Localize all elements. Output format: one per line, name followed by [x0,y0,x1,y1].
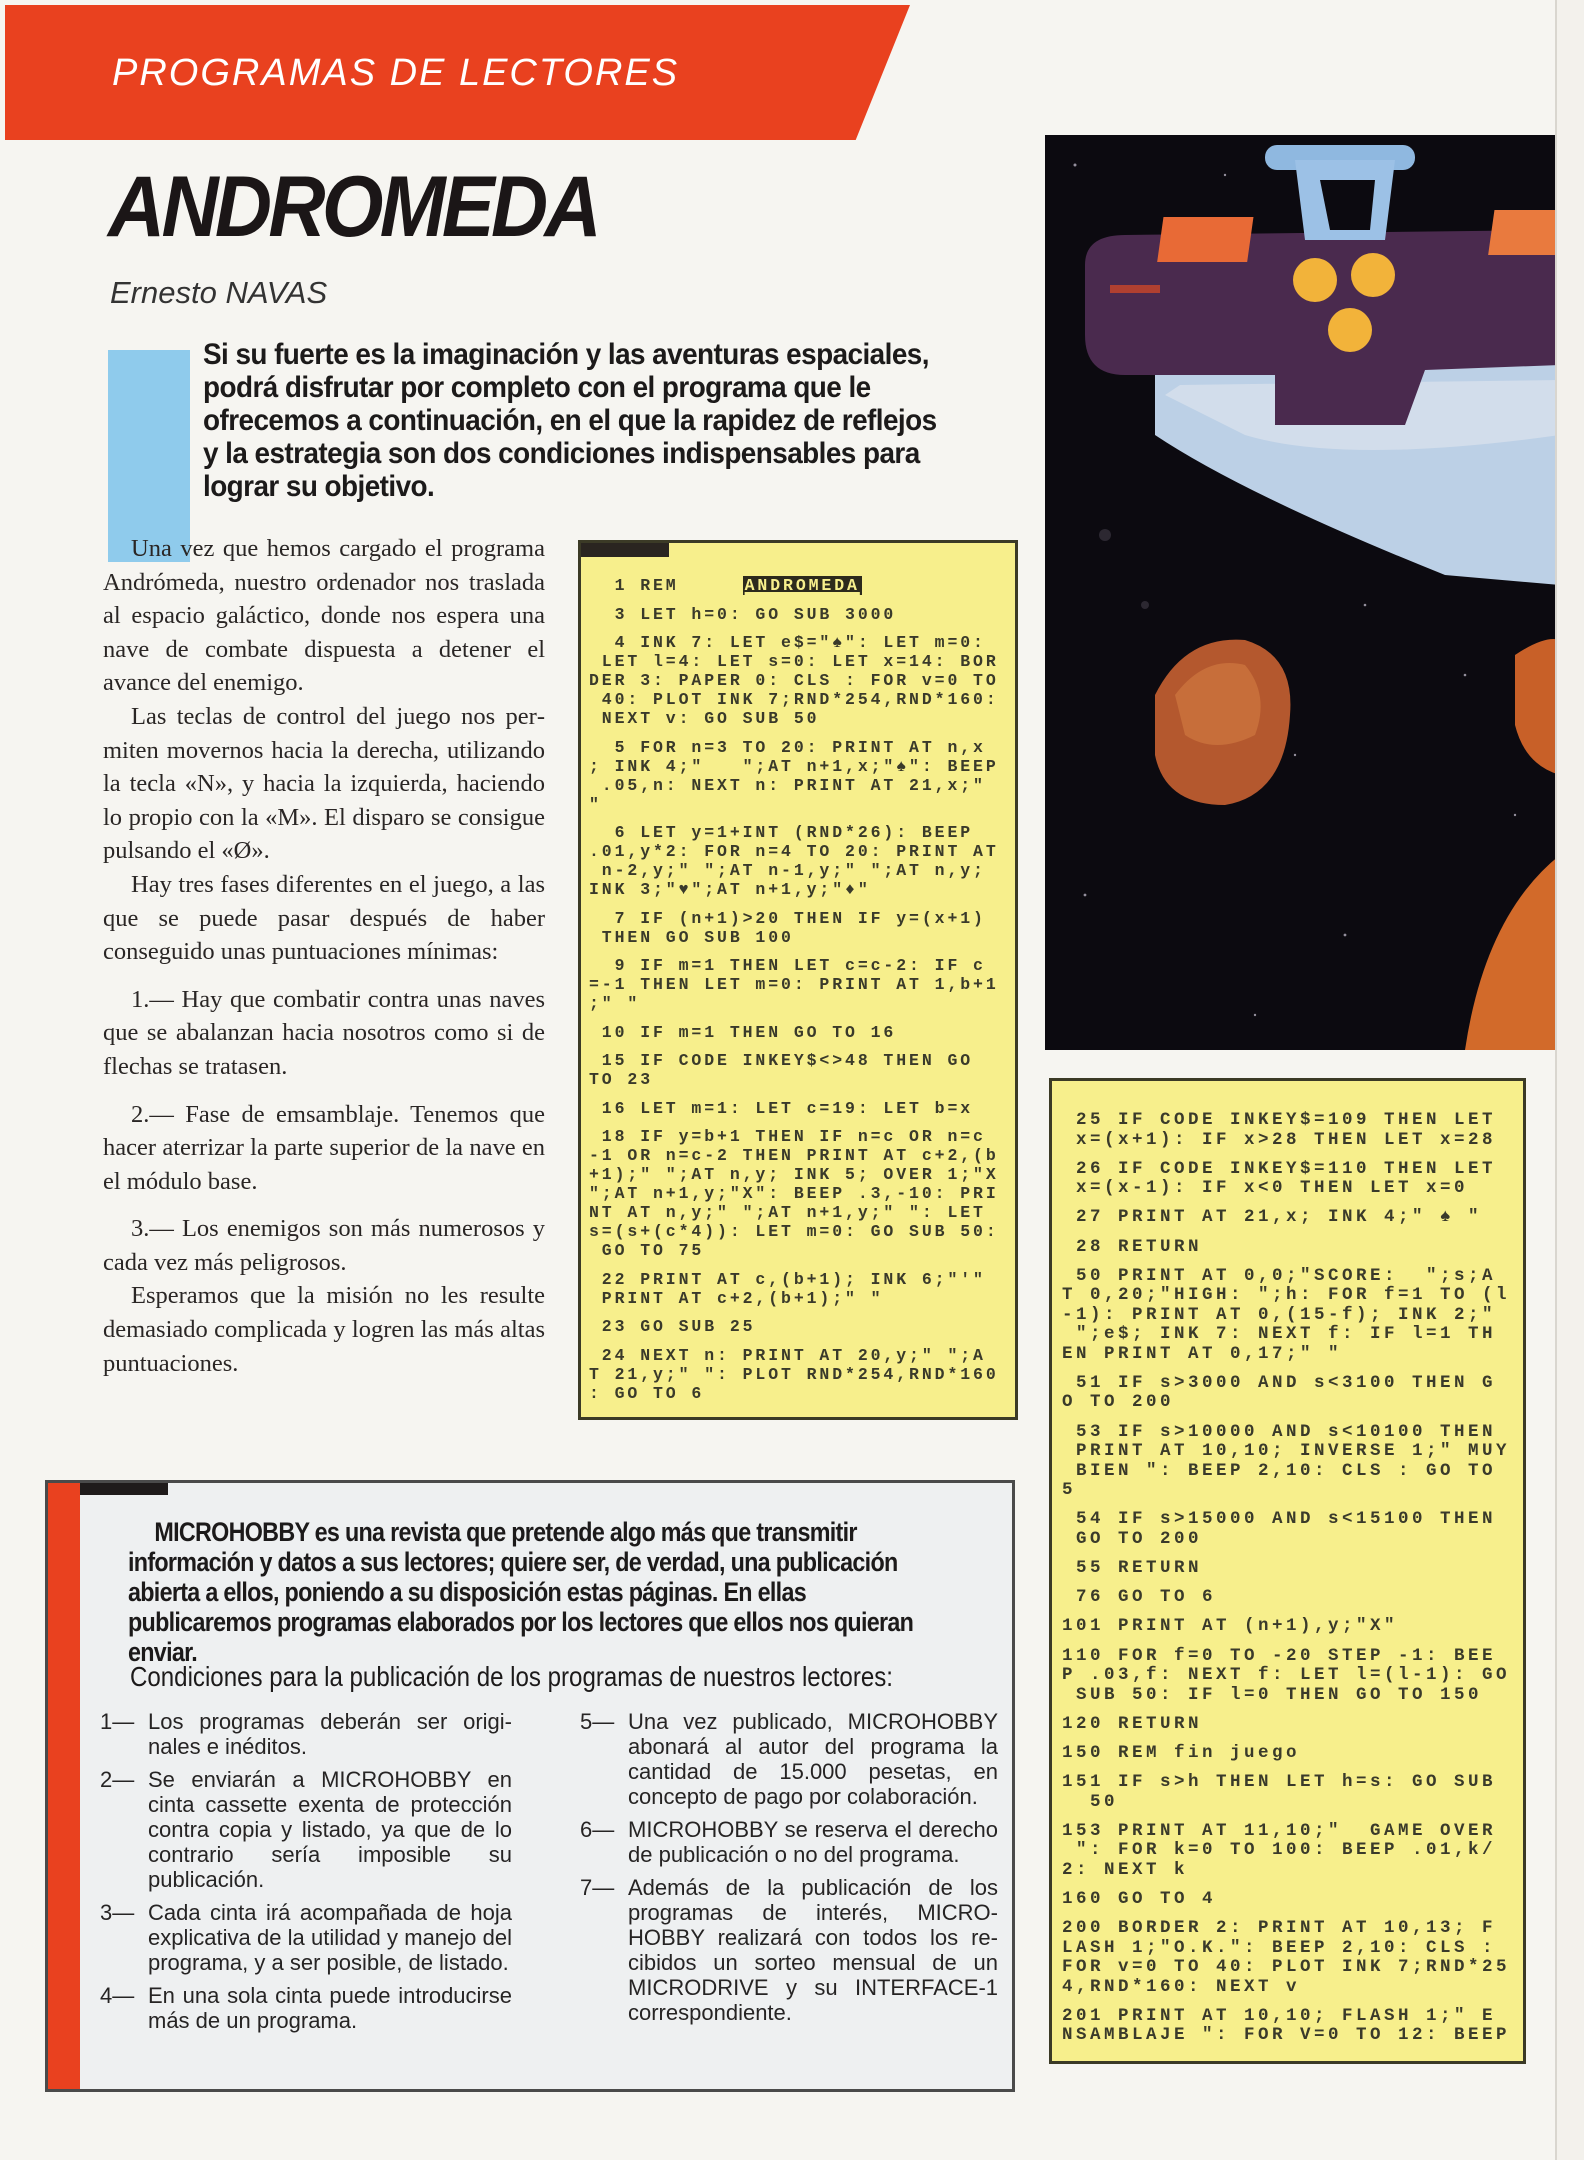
condition-number: 7— [580,1875,615,1900]
condition-text: Cada cinta irá acompañada de hoja explicativa de la utilidad y manejo del programa, y a ser posible, de listado. [148,1900,512,1975]
condition-text: Se enviarán a MICROHOBBY en cinta cassette exenta de protección contra copia y listado, ya que de lo contrario sería imposible su publicación. [148,1767,512,1892]
code-line: 25 IF CODE INKEY$=109 THEN LET x=(x+1): IF x>28 THEN LET x=28 [1076,1110,1497,1150]
condition-item [100,1900,512,1975]
page-edge [1555,0,1584,2160]
conditions-heading: Condiciones para la publicación de los programas de nuestros lectores: [130,1661,893,1692]
body-paragraph: Una vez que hemos cargado el programa Andrómeda, nuestro ordenador nos traslada al espacio galáctico, donde nos espera una nave de combate dispuesta a detener el avance del enemigo. [103,535,545,697]
condition-item [100,1709,512,1759]
space-scene-image [1045,135,1560,1050]
code-listing-2 [1049,1078,1526,2064]
code-line: 151 IF s>h THEN LET h=s: GO SUB 50 [1062,1772,1497,1812]
code-line: 28 RETURN [1062,1236,1203,1257]
code-line: 51 IF s>3000 AND s<3100 THEN G O TO 200 [1062,1372,1497,1413]
code-line: 7 IF (n+1)>20 THEN IF y=(x+1) THEN GO SUB 100 [601,908,986,947]
code-line: 16 LET m=1: LET c=19: LET b=x [589,1098,974,1118]
code-line [589,576,1015,595]
condition-text: Los programas deberán ser originales e inéditos. [148,1709,512,1759]
condition-text: En una sola cinta puede introducirse más de un programa. [148,1983,512,2033]
article-title: ANDROMEDA [108,159,598,255]
code-line: 23 GO SUB 25 [589,1317,756,1336]
condition-text: Además de la publicación de los programas de interés, MICROHOBBY realizará con todos los recibidos un sorteo mensual de un MICRODRIVE y su INTERFACE-1 correspondiente. [628,1875,998,2025]
condition-item [100,1767,512,1892]
condition-item [580,1709,998,1809]
code-line: 6 LET y=1+INT (RND*26): BEEP .01,y*2: FOR n=4 TO 20: PRINT AT n-2,y;" ";AT n-1,y;" ";AT n,y; INK 3;"♥";AT n+1,y;"♦" [589,823,999,899]
article-author: Ernesto NAVAS [110,275,328,310]
code-line: 18 IF y=b+1 THEN IF n=c OR n=c -1 OR n=c-2 THEN PRINT AT c+2,(b +1);" ";AT n,y; INK 5; OVER 1;"X ";AT n+1,y;"X": BEEP .3,-10: PRI NT AT n,y;" ";AT n+1,y;" ": LET s=(s+(c*4)): LET m=0: GO SUB 50: GO TO 75 [589,1127,999,1260]
code-line: 200 BORDER 2: PRINT AT 10,13; F LASH 1;"O.K.": BEEP 2,10: CLS : FOR v=0 TO 40: PLOT INK 7;RND*25 4,RND*160: NEXT v [1062,1918,1511,1997]
code-line: 76 GO TO 6 [1062,1587,1217,1608]
code-line: 24 NEXT n: PRINT AT 20,y;" ";A T 21,y;" ": PLOT RND*254,RND*160 : GO TO 6 [589,1345,999,1403]
code-line: 201 PRINT AT 10,10; FLASH 1;" E NSAMBLAJE ": FOR V=0 TO 12: BEEP [1062,2005,1511,2046]
condition-item [580,1875,998,2025]
box-accent-bar [48,1483,80,2089]
condition-item [100,1983,512,2033]
code-line: 54 IF s>15000 AND s<15100 THEN GO TO 200 [1076,1509,1497,1549]
code-line: 15 IF CODE INKEY$<>48 THEN GO TO 23 [589,1051,974,1089]
spaceship-illustration [1045,135,1560,1050]
condition-number: 1— [100,1709,135,1734]
code-line: 150 REM fin juego [1062,1742,1301,1763]
condition-item [580,1817,998,1867]
code-listing-1 [578,540,1018,1420]
listing-tab [581,543,669,557]
code-line: 4 INK 7: LET e$="♠": LET m=0: LET l=4: LET s=0: LET x=14: BOR DER 3: PAPER 0: CLS : FOR v=0 TO 40: PLOT INK 7;RND*254,RND*160: NEXT v: GO SUB 50 [589,633,999,728]
phase-item: 3.— Los enemigos son más numerosos y cada vez más peligrosos. [103,1215,545,1276]
section-title: PROGRAMAS DE LECTORES [112,52,680,94]
article-body [103,532,545,1380]
code-line: 153 PRINT AT 11,10;" GAME OVER ": FOR k=0 TO 100: BEEP .01,k/ 2: NEXT k [1062,1820,1497,1880]
code-line: 110 FOR f=0 TO -20 STEP -1: BEE P .03,f: NEXT f: LET l=(l-1): GO SUB 50: IF l=0 THEN GO TO 150 [1062,1645,1511,1705]
code-line: 55 RETURN [1062,1558,1203,1578]
condition-number: 6— [580,1817,615,1842]
code-line: 10 IF m=1 THEN GO TO 16 [589,1022,897,1042]
code-line: 53 IF s>10000 AND s<10100 THEN PRINT AT 10,10; INVERSE 1;" MUY BIEN ": BEEP 2,10: CLS : GO TO 5 [1062,1421,1511,1501]
code-line: 50 PRINT AT 0,0;"SCORE: ";s;A T 0,20;"HIGH: ";h: FOR f=1 TO (l -1): PRINT AT 0,(15-f); INK 2;" ";e$; INK 7: NEXT f: IF l=1 TH EN PRINT AT 0,17;" " [1062,1265,1511,1364]
body-paragraph: Las teclas de control del juego nos permiten movernos hacia la derecha, utilizando la tecla «N», y hacia la izquierda, haciendo lo propio con la «M». El disparo se consigue pulsando el «Ø». [103,702,545,865]
box-intro: MICROHOBBY es una revista que pretende algo más que transmitir información y datos a sus lectores; quiere ser, de verdad, una publicación abierta a ellos, poniendo a su disposición estas páginas. En ellas publicaremos programas elaborados por los lectores que ellos nos quieran enviar. [128,1517,914,1667]
body-paragraph: Hay tres fases diferentes en el juego, a las que se puede pasar después de haber conseguido unas puntuaciones mínimas: [103,870,545,966]
code-line: 9 IF m=1 THEN LET c=c-2: IF c =-1 THEN LET m=0: PRINT AT 1,b+1 ;" " [589,956,999,1013]
conditions-right [580,1709,998,2033]
phase-item: 2.— Fase de emsamblaje. Tenemos que hacer aterrizar la parte superior de la nave en el módulo base. [103,1100,545,1195]
lead-accent-block [108,350,190,562]
condition-number: 2— [100,1767,135,1792]
submission-conditions-box [45,1480,1015,2092]
condition-number: 4— [100,1983,135,2008]
rem-prefix: 1 REM [589,576,743,595]
lead-paragraph: Si su fuerte es la imaginación y las aventuras espaciales, podrá disfrutar por completo con el programa que le ofrecemos a continuación, en el que la rapidez de reflejos y la estrategia son dos condiciones indispensables para lograr su objetivo. [203,338,937,503]
condition-text: Una vez publicado, MICROHOBBY abonará al autor del programa la cantidad de 15.000 pesetas, en concepto de pago por colaboración. [628,1709,998,1809]
code-line: 120 RETURN [1062,1713,1203,1734]
condition-number: 3— [100,1900,135,1925]
code-line: 22 PRINT AT c,(b+1); INK 6;"'" PRINT AT c+2,(b+1);" " [601,1269,986,1308]
conditions-left [100,1709,512,2041]
condition-number: 5— [580,1709,615,1734]
code-line: 5 FOR n=3 TO 20: PRINT AT n,x ; INK 4;" ";AT n+1,x;"♠": BEEP .05,n: NEXT n: PRINT AT 21,x;" " [589,737,999,814]
code-line: 101 PRINT AT (n+1),y;"X" [1062,1616,1399,1637]
box-tab [80,1483,168,1495]
code-line: 3 LET h=0: GO SUB 3000 [589,604,897,624]
body-paragraph: Esperamos que la misión no les resulte demasiado complicada y logren las más altas puntuaciones. [103,1282,545,1377]
code-line: 27 PRINT AT 21,x; INK 4;" ♠ " [1062,1207,1483,1228]
code-line: 160 GO TO 4 [1062,1889,1217,1909]
condition-text: MICROHOBBY se reserva el derecho de publicación o no del programa. [628,1817,998,1867]
code-line: 26 IF CODE INKEY$=110 THEN LET x=(x-1): IF x<0 THEN LET x=0 [1076,1158,1497,1199]
phase-item: 1.— Hay que combatir contra unas naves que se abalanzan hacia nosotros como si de flechas se tratasen. [103,985,545,1080]
rem-title: ANDROMEDA [744,576,860,595]
